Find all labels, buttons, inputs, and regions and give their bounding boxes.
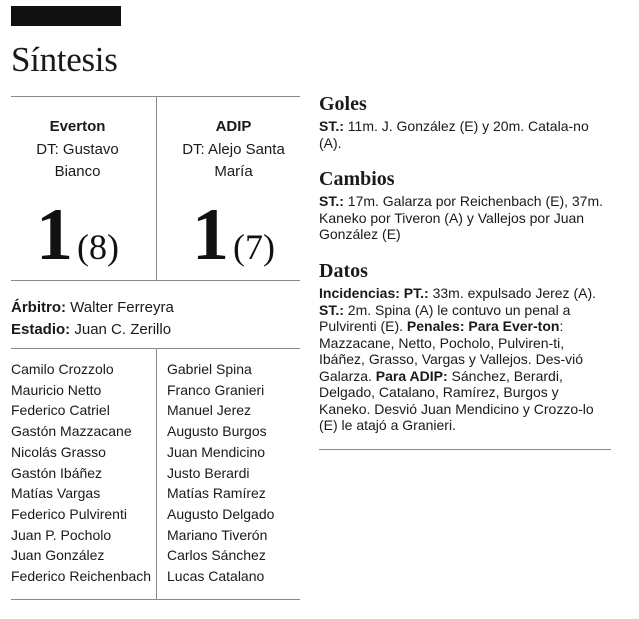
stadium-line — [11, 319, 174, 341]
player-home: Federico Pulvirenti — [11, 505, 127, 522]
referee-label: Árbitro: — [11, 299, 66, 316]
player-away: Juan Mendicino — [167, 443, 266, 460]
goles-section — [319, 92, 611, 151]
cambios-section — [319, 167, 611, 243]
player-away: Matías Ramírez — [167, 485, 266, 502]
cambios-body — [319, 193, 611, 243]
datos-body — [319, 285, 611, 434]
player-away: Carlos Sánchez — [167, 547, 266, 564]
datos-section — [319, 259, 611, 434]
team-home-name: Everton — [49, 118, 106, 135]
player-away: Manuel Jerez — [167, 402, 252, 419]
datos-pt-label: PT.: — [399, 285, 429, 301]
player-away: Mariano Tiverón — [167, 526, 268, 543]
player-away: Augusto Delgado — [167, 505, 275, 522]
divider-score — [11, 280, 300, 281]
player-away: Franco Granieri — [167, 381, 265, 398]
player-home: Camilo Crozzolo — [11, 361, 114, 377]
datos-incidencias-label: Incidencias: — [319, 285, 400, 301]
player-away: Justo Berardi — [167, 464, 250, 481]
datos-title: Datos — [319, 260, 368, 282]
team-away-name: ADIP — [215, 118, 252, 135]
page-title: Síntesis — [11, 40, 118, 79]
cambios-st-text: 17m. Galarza por Reichenbach (E), 37m. Kaneko por Tiveron (A) y Vallejos por Juan González (E) — [319, 193, 604, 242]
datos-penales-everton-label: Penales: Para Ever-ton — [403, 318, 560, 334]
score-home-penalties: (8) — [77, 227, 119, 267]
divider-right-bottom — [319, 449, 611, 450]
player-away: Gabriel Spina — [167, 361, 252, 377]
score-home — [6, 194, 149, 276]
player-home: Juan P. Pocholo — [11, 526, 112, 543]
goles-title: Goles — [319, 93, 367, 115]
cambios-st-label: ST.: — [319, 193, 344, 209]
lineup-away — [167, 359, 274, 587]
datos-st-text: 2m. Spina (A) le contuvo un penal a Pulvirenti (E). — [319, 301, 571, 334]
player-home: Juan González — [11, 547, 105, 564]
lineup-home — [11, 359, 151, 587]
divider-lineups — [156, 348, 157, 599]
player-home: Matías Vargas — [11, 485, 101, 502]
player-home: Federico Reichenbach — [11, 568, 152, 585]
stadium-label: Estadio: — [11, 321, 71, 338]
goles-st-label: ST.: — [319, 118, 344, 134]
team-away — [162, 117, 305, 183]
score-away-penalties: (7) — [233, 227, 275, 267]
team-away-coach: DT: Alejo Santa María — [182, 141, 285, 180]
referee-line — [11, 297, 174, 319]
datos-st-label: ST.: — [319, 301, 344, 318]
match-officials — [11, 297, 174, 341]
player-home: Nicolás Grasso — [11, 443, 106, 460]
player-home: Federico Catriel — [11, 402, 110, 419]
team-home — [6, 117, 149, 183]
stadium-name: Juan C. Zerillo — [74, 321, 172, 338]
score-away-goals: 1 — [192, 194, 229, 276]
goles-st-text: 11m. J. González (E) y 20m. Catala-no (A). — [319, 118, 589, 151]
section-marker-bar — [11, 6, 121, 26]
divider-bottom — [11, 599, 300, 600]
player-home: Mauricio Netto — [11, 381, 102, 398]
player-home: Gastón Mazzacane — [11, 423, 132, 440]
cambios-title: Cambios — [319, 168, 395, 190]
goles-body — [319, 118, 611, 151]
player-home: Gastón Ibáñez — [11, 464, 103, 481]
datos-pt-text: 33m. expulsado Jerez (A). — [428, 285, 596, 301]
team-home-coach: DT: Gustavo Bianco — [36, 141, 119, 180]
datos-penales-everton-text: : Mazzacane, Netto, Pocholo, Pulviren-ti, Ibáñez, Grasso, Vargas y Vallejos. Des-vió Galarza. — [319, 318, 584, 384]
divider-teams — [156, 96, 157, 280]
score-home-goals: 1 — [36, 194, 73, 276]
score-away — [162, 194, 305, 276]
referee-name: Walter Ferreyra — [70, 299, 174, 316]
datos-penales-adip-label: Para ADIP: — [371, 367, 448, 384]
player-away: Augusto Burgos — [167, 423, 267, 440]
player-away: Lucas Catalano — [167, 568, 265, 585]
datos-penales-adip-text: Sánchez, Berardi, Delgado, Catalano, Ramírez, Burgos y Kaneko. Desvió Juan Mendicino y Crozzo-lo (E) le atajó a Granieri. — [319, 367, 594, 433]
